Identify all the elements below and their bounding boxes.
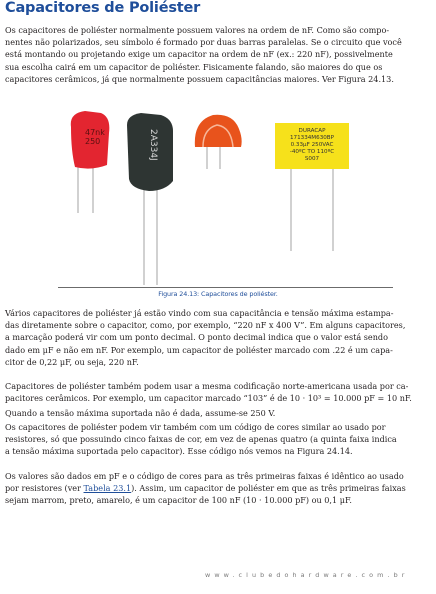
- text-line: Os capacitores de poliéster normalmente possuem valores na ordem de nF. Como são compo-: [5, 25, 390, 35]
- capacitors-illustration: [61, 107, 371, 285]
- text-line: Os valores são dados em pF e o código de cores para as três primeiras faixas é idêntico ao usado: [5, 471, 404, 481]
- footer-url: www.clubedohardware.com.br: [205, 571, 409, 579]
- figure-caption: Figura 24.13: Capacitores de poliéster.: [158, 290, 278, 298]
- text-line: citor de 0,22 μF, ou seja, 220 nF.: [5, 356, 139, 367]
- page-title: Capacitores de Poliéster: [5, 0, 201, 16]
- text-line: capacitores cerâmicos, já que normalmente possuem capacitâncias maiores. Ver Figura 24.13.: [5, 73, 394, 84]
- red-capacitor-label: 47nk: [85, 128, 105, 137]
- text-fragment: ). Assim, um capacitor de poliéster em que as três primeiras faixas: [131, 483, 406, 494]
- paragraph-marking: [5, 307, 423, 368]
- capacitors-photo: [61, 107, 371, 285]
- text-line: sua escolha cairá em um capacitor de poliéster. Fisicamente falando, são maiores do que os: [5, 61, 383, 72]
- yellow-capacitor-line: 0.33μF 250VAC: [290, 142, 334, 148]
- text-line: Quando a tensão máxima suportada não é dada, assume-se 250 V.: [5, 408, 276, 418]
- yellow-capacitor-line: DURACAP: [298, 128, 326, 134]
- intro-paragraph: [5, 24, 423, 85]
- text-line: sejam marrom, preto, amarelo, é um capacitor de 100 nF (10 · 10.000 pF) ou 0,1 μF.: [5, 495, 352, 506]
- paragraph-color-code: [5, 421, 423, 458]
- table-23-1-link[interactable]: Tabela 23.1: [83, 483, 132, 494]
- text-line: [5, 482, 423, 494]
- text-line: a tensão máxima suportada pelo capacitor). Esse código nós vemos na Figura 24.14.: [5, 446, 353, 457]
- figure-divider: [58, 287, 393, 288]
- text-line: pacitores cerâmicos. Por exemplo, um capacitor marcado “103” é de 10 · 10³ = 10.000 pF = 10 nF.: [5, 393, 412, 404]
- text-line: Os capacitores de poliéster podem vir também com um código de cores similar ao usado por: [5, 422, 386, 432]
- text-line: está montando ou projetando exige um capacitor na ordem de nF (ex.: 220 nF), possivelmente: [5, 49, 393, 60]
- paragraph-voltage: [5, 407, 423, 419]
- paragraph-coding: [5, 380, 423, 404]
- text-line: a marcação poderá vir com um ponto decimal. O ponto decimal indica que o valor está sendo: [5, 332, 388, 343]
- text-line: das diretamente sobre o capacitor, como, por exemplo, “220 nF x 400 V”. Em alguns capacitores,: [5, 320, 406, 331]
- red-capacitor-voltage: 250: [85, 137, 101, 146]
- orange-capacitor: [195, 115, 242, 147]
- text-fragment: por resistores (ver: [5, 483, 84, 494]
- dark-capacitor-label: 2A334J: [148, 129, 158, 161]
- yellow-capacitor-line: 171334M630BP: [289, 135, 335, 141]
- text-line: resistores, só que possuindo cinco faixas de cor, em vez de apenas quatro (a quinta faixa indica: [5, 434, 397, 445]
- text-line: dado em μF e não em nF. Por exemplo, um capacitor de poliéster marcado com .22 é um capa-: [5, 344, 393, 355]
- text-line: nentes não polarizados, seu símbolo é formado por duas barras paralelas. Se o circuito que você: [5, 37, 402, 48]
- paragraph-values: [5, 470, 423, 507]
- yellow-capacitor-line: -40ºC TO 110ºC: [289, 149, 335, 155]
- text-line: Capacitores de poliéster também podem usar a mesma codificação norte-americana usada por ca-: [5, 381, 409, 391]
- text-line: Vários capacitores de poliéster já estão vindo com sua capacitância e tensão máxima estampa-: [5, 308, 394, 318]
- yellow-capacitor-line: S007: [304, 156, 320, 162]
